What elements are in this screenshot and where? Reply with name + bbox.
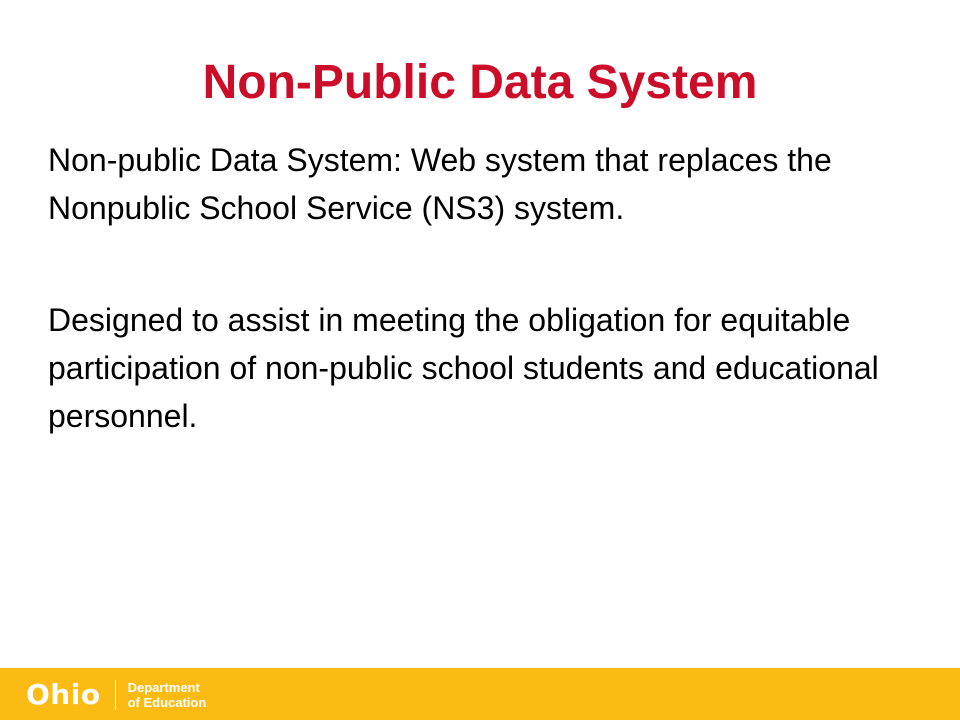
department-name (128, 680, 207, 710)
slide-body (48, 136, 928, 440)
ohio-education-logo (26, 678, 206, 712)
footer-bar (0, 668, 960, 720)
department-line-2: of Education (127, 695, 207, 710)
ohio-logo-mark: Ohio (26, 678, 101, 711)
logo-divider (115, 680, 116, 710)
body-paragraph-2: Designed to assist in meeting the obligation for equitable participation of non-public school students and educational personnel. (48, 302, 879, 434)
body-paragraph-1: Non-public Data System: Web system that replaces the Nonpublic School Service (NS3) system. (48, 142, 832, 226)
department-line-1: Department (127, 680, 200, 695)
slide-title: Non-Public Data System (202, 56, 758, 109)
